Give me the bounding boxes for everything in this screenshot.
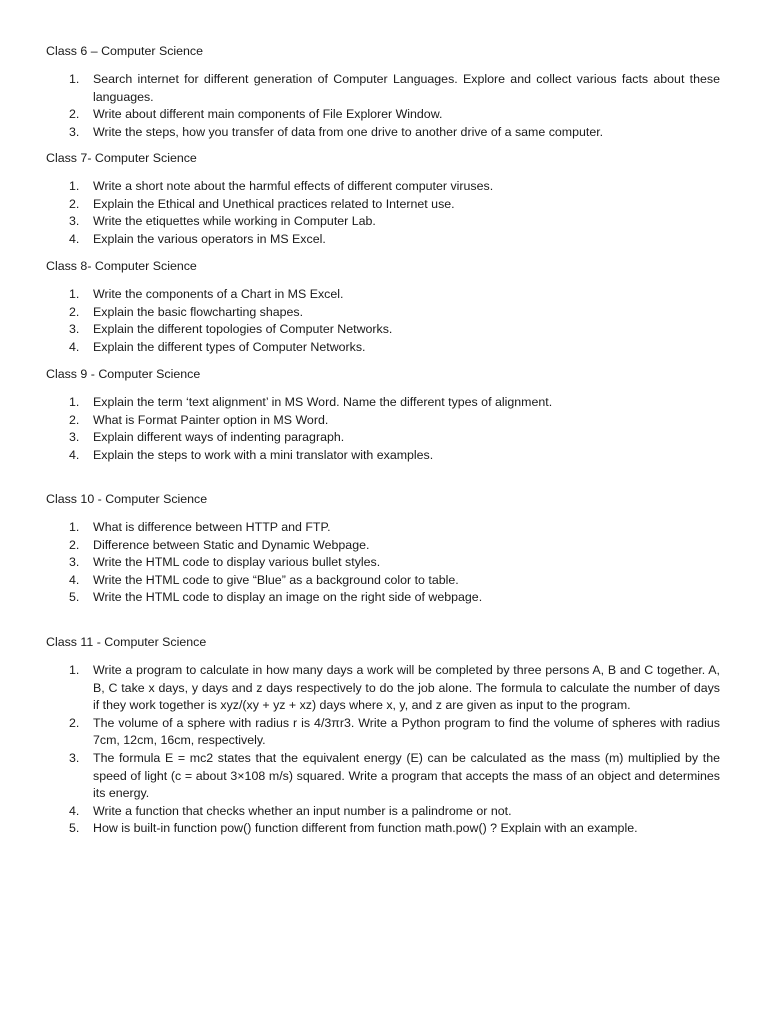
list-item bbox=[46, 589, 720, 607]
item-number: 1. bbox=[69, 520, 80, 534]
section-class-8 bbox=[46, 258, 720, 356]
item-number: 2. bbox=[69, 715, 80, 730]
item-text: What is difference between HTTP and FTP. bbox=[93, 520, 331, 534]
list-item bbox=[46, 519, 720, 537]
list-item bbox=[46, 412, 720, 430]
item-number: 2. bbox=[69, 537, 80, 552]
question-list bbox=[46, 71, 720, 141]
list-item bbox=[46, 231, 720, 249]
question-list bbox=[46, 519, 720, 607]
item-number: 5. bbox=[69, 590, 80, 605]
item-text: Write the etiquettes while working in Computer Lab. bbox=[93, 214, 376, 229]
item-text: Write about different main components of File Explorer Window. bbox=[93, 107, 443, 122]
item-text: Explain different ways of indenting paragraph. bbox=[93, 430, 345, 445]
item-text: Difference between Static and Dynamic Webpage. bbox=[93, 537, 370, 552]
list-item bbox=[46, 339, 720, 357]
item-number: 4. bbox=[69, 339, 80, 354]
list-item bbox=[46, 750, 720, 803]
item-text: Explain the steps to work with a mini translator with examples. bbox=[93, 447, 434, 462]
question-list bbox=[46, 662, 720, 838]
section-heading: Class 6 – Computer Science bbox=[46, 44, 204, 58]
item-number: 2. bbox=[69, 304, 80, 319]
item-number: 3. bbox=[69, 555, 80, 570]
item-number: 3. bbox=[69, 430, 80, 445]
item-number: 1. bbox=[69, 663, 80, 677]
list-item bbox=[46, 304, 720, 322]
item-text: Explain the different types of Computer Networks. bbox=[93, 339, 366, 354]
question-list bbox=[46, 394, 720, 464]
item-text: Explain the various operators in MS Excel. bbox=[93, 231, 326, 246]
item-number: 3. bbox=[69, 214, 80, 229]
item-number: 4. bbox=[69, 803, 80, 818]
list-item bbox=[46, 572, 720, 590]
section-class-6 bbox=[46, 43, 720, 141]
section-class-7 bbox=[46, 150, 720, 248]
list-item bbox=[46, 106, 720, 124]
item-text: What is Format Painter option in MS Word. bbox=[93, 412, 329, 427]
section-heading: Class 10 - Computer Science bbox=[46, 492, 208, 506]
list-item bbox=[46, 715, 720, 750]
list-item bbox=[46, 124, 720, 142]
list-item bbox=[46, 803, 720, 821]
section-heading: Class 7- Computer Science bbox=[46, 151, 197, 165]
item-text: Write the HTML code to display various bullet styles. bbox=[93, 555, 381, 570]
item-text: Explain the basic flowcharting shapes. bbox=[93, 304, 304, 319]
question-list bbox=[46, 286, 720, 356]
item-number: 4. bbox=[69, 572, 80, 587]
list-item bbox=[46, 554, 720, 572]
item-number: 5. bbox=[69, 821, 80, 836]
item-number: 2. bbox=[69, 196, 80, 211]
item-text: Write the HTML code to display an image on the right side of webpage. bbox=[93, 590, 483, 605]
item-text: Write a program to calculate in how many days a work will be completed by three persons A, B and C together. A, B, C take x days, y days and z days respectively to do the job alone. The formula to calculate the number of days if they work together is xyz/(xy + yz + xz) days where x, y, and z are given as input to the program. bbox=[93, 663, 720, 713]
item-text: Write a short note about the harmful effects of different computer viruses. bbox=[93, 179, 494, 193]
list-item bbox=[46, 213, 720, 231]
item-text: The volume of a sphere with radius r is 4/3πr3. Write a Python program to find the volume of spheres with radius 7cm, 12cm, 16cm, respectively. bbox=[93, 715, 720, 748]
list-item bbox=[46, 447, 720, 465]
item-number: 1. bbox=[69, 395, 80, 409]
list-item bbox=[46, 537, 720, 555]
item-text: Explain the different topologies of Computer Networks. bbox=[93, 322, 393, 337]
item-number: 1. bbox=[69, 287, 80, 301]
list-item bbox=[46, 429, 720, 447]
list-item bbox=[46, 71, 720, 106]
item-number: 3. bbox=[69, 124, 80, 139]
section-heading: Class 11 - Computer Science bbox=[46, 635, 207, 649]
item-text: Write the steps, how you transfer of data from one drive to another drive of a same computer. bbox=[93, 124, 604, 139]
item-number: 3. bbox=[69, 750, 80, 765]
item-number: 3. bbox=[69, 322, 80, 337]
list-item bbox=[46, 662, 720, 715]
section-class-10 bbox=[46, 491, 720, 607]
item-text: The formula E = mc2 states that the equivalent energy (E) can be calculated as the mass (m) multiplied by the speed of light (c = about 3×108 m/s) squared. Write a program that accepts the mass of an object and determines its energy. bbox=[93, 750, 720, 801]
item-number: 4. bbox=[69, 447, 80, 462]
list-item bbox=[46, 321, 720, 339]
list-item bbox=[46, 178, 720, 196]
list-item bbox=[46, 286, 720, 304]
list-item bbox=[46, 394, 720, 412]
item-number: 1. bbox=[69, 179, 80, 193]
list-item bbox=[46, 196, 720, 214]
item-number: 2. bbox=[69, 412, 80, 427]
item-text: Explain the term ‘text alignment’ in MS Word. Name the different types of alignment. bbox=[93, 395, 553, 409]
section-heading: Class 9 - Computer Science bbox=[46, 367, 201, 381]
item-number: 2. bbox=[69, 107, 80, 122]
item-text: How is built-in function pow() function different from function math.pow() ? Explain with an example. bbox=[93, 821, 638, 836]
item-text: Search internet for different generation of Computer Languages. Explore and collect various facts about these languages. bbox=[93, 72, 720, 104]
item-text: Write the components of a Chart in MS Excel. bbox=[93, 287, 344, 301]
list-item bbox=[46, 820, 720, 838]
item-text: Write a function that checks whether an input number is a palindrome or not. bbox=[93, 803, 512, 818]
item-text: Write the HTML code to give “Blue” as a background color to table. bbox=[93, 572, 459, 587]
section-class-9 bbox=[46, 366, 720, 464]
question-list bbox=[46, 178, 720, 248]
item-text: Explain the Ethical and Unethical practices related to Internet use. bbox=[93, 196, 455, 211]
item-number: 4. bbox=[69, 231, 80, 246]
item-number: 1. bbox=[69, 72, 80, 86]
section-heading: Class 8- Computer Science bbox=[46, 259, 197, 273]
section-class-11 bbox=[46, 634, 720, 838]
